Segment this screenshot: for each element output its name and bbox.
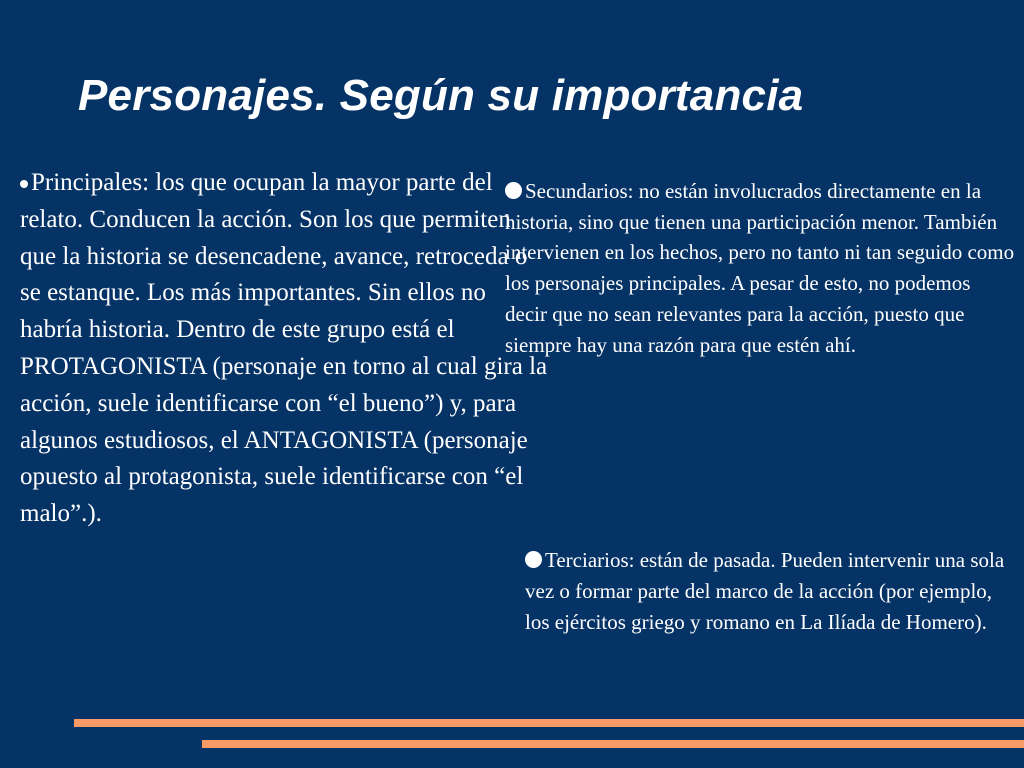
principales-text: Principales: los que ocupan la mayor parte del relato. Conducen la acción. Son los que permiten que la historia se desencadene, avance, retroceda o se estanque. Los más importantes. Sin ellos no habría historia. Dentro de este grupo está el PROTAGONISTA (personaje en torno al cual gira la acción, suele identificarse con “el bueno”) y, para algunos estudiosos, el ANTAGONISTA (personaje opuesto al protagonista, suele identificarse con “el malo”.).: [20, 169, 548, 528]
secundarios-text: Secundarios: no están involucrados directamente en la historia, sino que tienen una participación menor. También intervienen en los hechos, pero no tanto ni tan seguido como los personajes principales. A pesar de esto, no podemos decir que no sean relevantes para la acción, puesto que siempre hay una razón para que estén ahí.: [505, 179, 1015, 357]
secundarios-paragraph: [505, 176, 1015, 360]
accent-line-bottom: [202, 740, 1024, 748]
terciarios-text: Terciarios: están de pasada. Pueden intervenir una sola vez o formar parte del marco de la acción (por ejemplo, los ejércitos griego y romano en La Ilíada de Homero).: [525, 548, 1005, 635]
terciarios-paragraph: [525, 545, 1005, 639]
slide-title: Personajes. Según su importancia: [78, 71, 804, 120]
principales-paragraph: [20, 165, 550, 533]
accent-line-top: [74, 719, 1024, 727]
bullet-icon: [505, 182, 522, 199]
bullet-icon: [525, 551, 542, 568]
bullet-icon: [20, 180, 28, 188]
